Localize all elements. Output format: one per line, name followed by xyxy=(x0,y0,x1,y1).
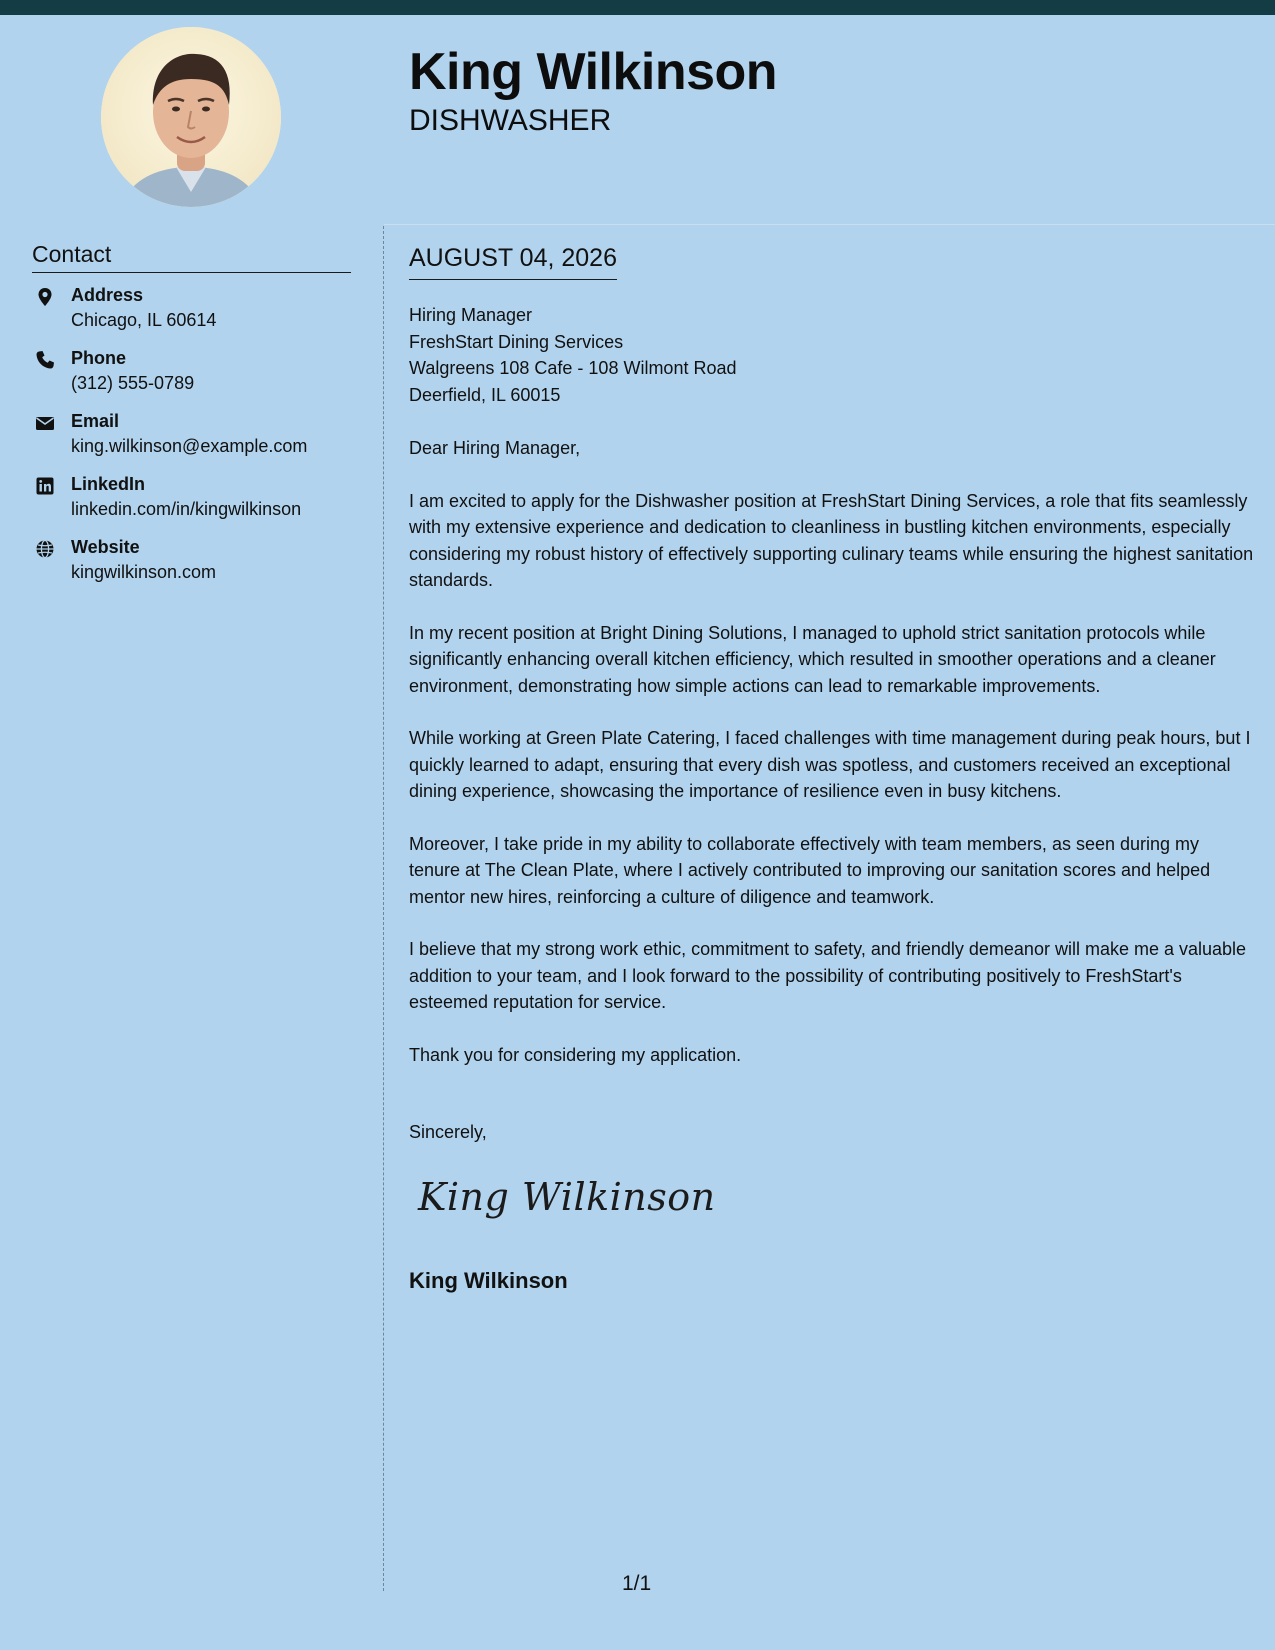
letter-date: AUGUST 04, 2026 xyxy=(409,244,617,280)
page-number: 1/1 xyxy=(622,1572,652,1595)
contact-value: kingwilkinson.com xyxy=(71,562,217,582)
contact-list xyxy=(32,285,362,600)
letter-paragraph: Moreover, I take pride in my ability to collaborate effectively with team members, as seen during my tenure at The Clean Plate, where I actively contributed to improving our sanitation scores and helped mentor new hires, reinforcing a culture of diligence and teamwork. xyxy=(409,833,1211,907)
contact-value: Chicago, IL 60614 xyxy=(71,310,217,330)
contact-label: LinkedIn xyxy=(71,474,146,494)
contact-value: king.wilkinson@example.com xyxy=(71,436,308,456)
salutation: Dear Hiring Manager, xyxy=(409,438,581,458)
recipient-line: Deerfield, IL 60015 xyxy=(409,384,561,405)
contact-item-website xyxy=(32,537,362,600)
applicant-name: King Wilkinson xyxy=(409,43,778,101)
letter-body xyxy=(409,435,1254,1094)
map-pin-icon xyxy=(35,287,55,307)
column-divider xyxy=(383,226,384,1591)
signer-name: King Wilkinson xyxy=(409,1268,568,1293)
contact-heading: Contact xyxy=(32,241,351,273)
contact-label: Phone xyxy=(71,348,127,368)
handwritten-signature: King Wilkinson xyxy=(418,1175,716,1219)
contact-label: Website xyxy=(71,537,140,557)
letter-paragraph: While working at Green Plate Catering, I faced challenges with time management during peak hours, but I quickly learned to adapt, ensuring that every dish was spotless, and customers received an exceptional dining experience, showcasing the importance of resilience even in busy kitchens. xyxy=(409,728,1251,801)
letter-paragraph: I believe that my strong work ethic, commitment to safety, and friendly demeanor will make me a valuable addition to your team, and I look forward to the possibility of contributing positively to FreshStart's esteemed reputation for service. xyxy=(409,939,1247,1012)
phone-icon xyxy=(35,350,55,370)
linkedin-icon xyxy=(35,476,55,496)
recipient-line: Hiring Manager xyxy=(409,305,533,325)
letter-paragraph: In my recent position at Bright Dining Solutions, I managed to uphold strict sanitation protocols while significantly enhancing overall kitchen efficiency, which resulted in smoother operations and a cleaner environment, demonstrating how simple actions can lead to remarkable improvements. xyxy=(409,622,1216,696)
contact-item-address xyxy=(32,285,362,348)
recipient-block xyxy=(409,302,737,408)
contact-item-linkedin xyxy=(32,474,362,537)
letter-paragraph: Thank you for considering my application. xyxy=(409,1044,742,1065)
job-title: DISHWASHER xyxy=(409,104,612,137)
globe-icon xyxy=(35,539,55,559)
profile-photo xyxy=(101,27,281,207)
contact-value: linkedin.com/in/kingwilkinson xyxy=(71,499,302,519)
recipient-line: FreshStart Dining Services xyxy=(409,331,624,352)
recipient-line: Walgreens 108 Cafe - 108 Wilmont Road xyxy=(409,358,737,378)
contact-value: (312) 555-0789 xyxy=(71,373,195,393)
top-accent-bar xyxy=(0,0,1275,15)
contact-item-phone xyxy=(32,348,362,411)
envelope-icon xyxy=(35,413,55,433)
contact-label: Email xyxy=(71,411,120,431)
contact-item-email xyxy=(32,411,362,474)
closing: Sincerely, xyxy=(409,1122,487,1142)
letter-paragraph: I am excited to apply for the Dishwasher position at FreshStart Dining Services, a role that fits seamlessly with my extensive experience and dedication to cleanliness in bustling kitchen environments, especially considering my robust history of effectively supporting culinary teams while ensuring the highest sanitation standards. xyxy=(409,490,1254,590)
header-divider xyxy=(384,224,1275,225)
contact-label: Address xyxy=(71,285,144,305)
